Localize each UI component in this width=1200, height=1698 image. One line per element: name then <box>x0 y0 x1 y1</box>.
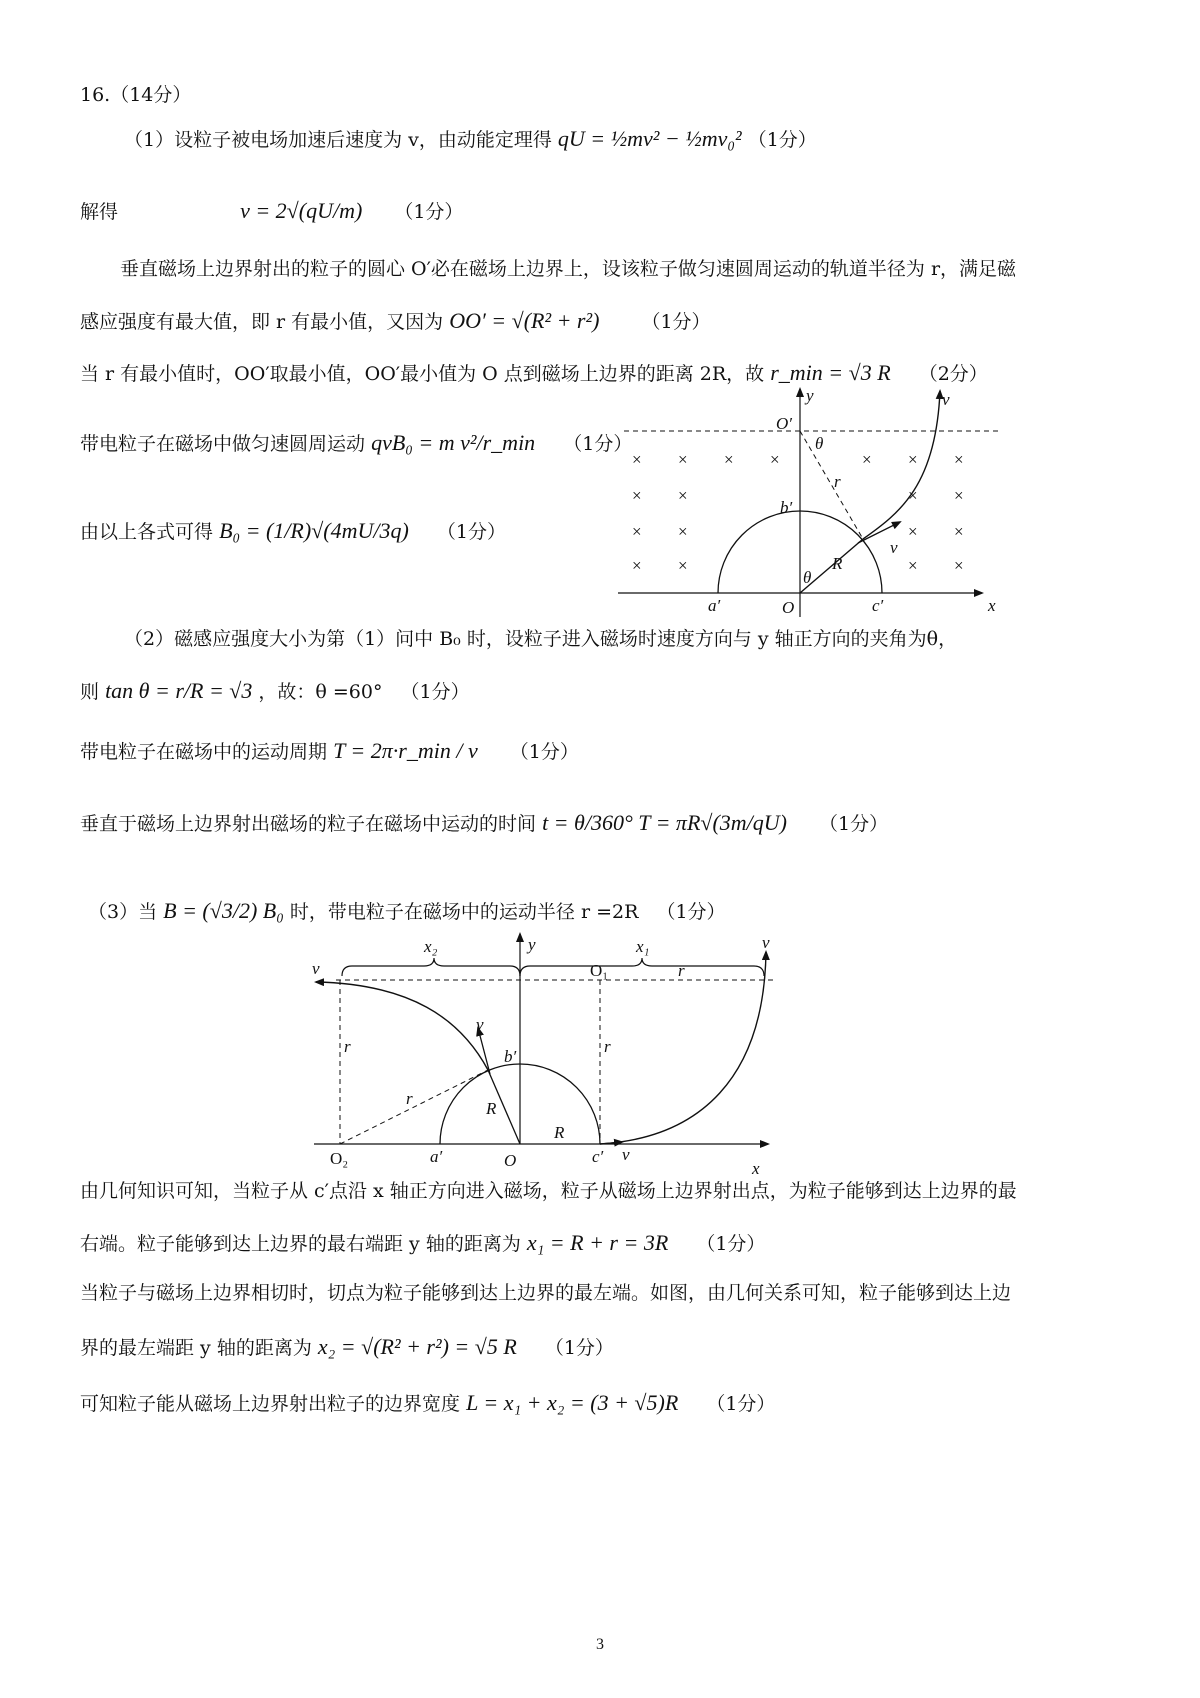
part2-line3 <box>80 738 579 764</box>
label-v-bottom: v <box>622 1145 630 1164</box>
eq-rmin: r_min = √3 R <box>770 360 891 385</box>
part3-line-L <box>80 1390 775 1416</box>
label-a-prime: a′ <box>430 1147 443 1166</box>
label-x1: x₁ <box>636 937 650 956</box>
label-v-mid: v <box>890 538 898 557</box>
field-cross: × <box>678 486 688 505</box>
points-eq6: （1分） <box>436 521 506 543</box>
field-cross: × <box>678 522 688 541</box>
label-y: y <box>528 935 536 954</box>
trajectory-arc <box>863 391 940 539</box>
field-cross: × <box>678 450 688 469</box>
field-cross: × <box>632 450 642 469</box>
label-x2: x₂ <box>424 937 438 956</box>
label-R-horizontal: R <box>554 1123 565 1142</box>
label-o-prime: O′ <box>776 414 792 433</box>
field-cross: × <box>908 556 918 575</box>
label-O: O <box>504 1151 517 1170</box>
field-cross: × <box>954 486 964 505</box>
part3-line-x1 <box>80 1230 765 1256</box>
part1-line6 <box>80 430 632 456</box>
points-eq8: （1分） <box>509 741 579 763</box>
field-crosses <box>632 450 964 575</box>
part3-para1b: 右端。粒子能够到达上边界的最右端距 y 轴的距离为 <box>80 1233 521 1255</box>
points-eq5: （1分） <box>563 433 633 455</box>
brace-x1 <box>520 958 764 976</box>
label-r: r <box>834 472 841 491</box>
velocity-arrow-mid <box>478 1028 490 1074</box>
label-R-slant: R <box>486 1099 497 1118</box>
part1-line5 <box>80 360 988 386</box>
field-cross: × <box>954 556 964 575</box>
label-v-mid: v <box>476 1015 484 1034</box>
label-R: R <box>832 554 843 573</box>
part2-suffix: ，故：θ =60° <box>258 681 383 703</box>
eq-time: t = θ/360° T = πR√(3m/qU) <box>542 810 787 835</box>
label-v-top: v <box>942 390 950 409</box>
label-c-prime: c′ <box>872 596 884 615</box>
eq-oo-prime: OO′ = √(R² + r²) <box>449 308 600 333</box>
field-cross: × <box>908 450 918 469</box>
label-r-right: r <box>604 1037 611 1056</box>
field-cross: × <box>724 450 734 469</box>
points-eq1: （1分） <box>747 129 817 151</box>
points-eq11: （1分） <box>696 1233 766 1255</box>
part3-intro-line <box>88 898 726 924</box>
field-cross: × <box>862 450 872 469</box>
trajectory-right <box>600 952 766 1144</box>
points-eq4: （2分） <box>918 363 988 385</box>
field-cross: × <box>908 486 918 505</box>
part3-para1a: 由几何知识可知，当粒子从 c′点沿 x 轴正方向进入磁场，粒子从磁场上边界射出点，为粒子能够到达上边界的最 <box>80 1180 1017 1202</box>
part1-para3: 当 r 有最小值时，OO′取最小值，OO′最小值为 O 点到磁场上边界的距离 2R，故 <box>80 363 765 385</box>
points-eq9: （1分） <box>819 813 889 835</box>
field-cross: × <box>632 486 642 505</box>
solve-label: 解得 <box>80 201 119 223</box>
part3-para3: 可知粒子能从磁场上边界射出粒子的边界宽度 <box>80 1393 461 1415</box>
part2-line2 <box>80 678 470 704</box>
figure-2-trajectories <box>300 928 800 1178</box>
label-y: y <box>806 386 814 405</box>
field-cross: × <box>632 522 642 541</box>
part2-intro: （2）磁感应强度大小为第（1）问中 B₀ 时，设粒子进入磁场时速度方向与 y 轴正方向的夹角为θ， <box>124 628 958 650</box>
label-theta-top: θ <box>815 434 824 453</box>
label-O: O <box>782 598 795 617</box>
problem-header: 16.（14分） <box>80 84 192 106</box>
label-c-prime: c′ <box>592 1147 604 1166</box>
eq-b-ratio: B = (√3/2) B₀ <box>163 898 284 923</box>
part1-para1: 垂直磁场上边界射出的粒子的圆心 O′必在磁场上边界上，设该粒子做匀速圆周运动的轨道半径为 r，满足磁 <box>120 258 1017 280</box>
label-v-left: v <box>312 959 320 978</box>
part2-line4 <box>80 810 888 836</box>
eq-L: L = x₁ + x₂ = (3 + √5)R <box>466 1390 679 1415</box>
points-eq12: （1分） <box>544 1337 614 1359</box>
field-cross: × <box>954 450 964 469</box>
eq-tan-theta: tan θ = r/R = √3 <box>105 678 253 703</box>
part3-intro-suffix: 时，带电粒子在磁场中的运动半径 r =2R <box>289 901 639 923</box>
part3-line-x2 <box>80 1334 614 1360</box>
eq-velocity: v = 2√(qU/m) <box>240 198 363 223</box>
eq-b0: B₀ = (1/R)√(4mU/3q) <box>219 518 409 543</box>
part1-line4 <box>80 308 711 334</box>
figure-1-magnetic-field <box>610 385 1030 625</box>
trajectory-left <box>316 982 488 1070</box>
label-x: x <box>988 596 996 615</box>
part1-line2 <box>80 198 463 224</box>
label-O1: O₁ <box>590 961 609 980</box>
eq-x2: x₂ = √(R² + r²) = √5 R <box>317 1334 517 1359</box>
points-eq3: （1分） <box>641 311 711 333</box>
part2-time-label: 垂直于磁场上边界射出磁场的粒子在磁场中运动的时间 <box>80 813 537 835</box>
label-r-top: r <box>678 961 685 980</box>
label-b-prime: b′ <box>504 1047 517 1066</box>
page-number: 3 <box>596 1636 604 1653</box>
brace-x2 <box>342 958 520 976</box>
radius-o2-dashed <box>340 1070 488 1144</box>
eq-lorentz: qvB₀ = m v²/r_min <box>371 430 536 455</box>
points-eq7: （1分） <box>400 681 470 703</box>
part1-para4: 带电粒子在磁场中做匀速圆周运动 <box>80 433 366 455</box>
part1-line7 <box>80 518 506 544</box>
label-b-prime: b′ <box>780 498 793 517</box>
part1-intro: （1）设粒子被电场加速后速度为 v，由动能定理得 <box>124 129 552 151</box>
part2-period-label: 带电粒子在磁场中的运动周期 <box>80 741 328 763</box>
points-eq13: （1分） <box>706 1393 776 1415</box>
label-a-prime: a′ <box>708 596 721 615</box>
label-theta-bottom: θ <box>803 568 812 587</box>
field-cross: × <box>908 522 918 541</box>
points-eq10: （1分） <box>656 901 726 923</box>
part2-prefix: 则 <box>80 681 100 703</box>
part3-para2b: 界的最左端距 y 轴的距离为 <box>80 1337 312 1359</box>
field-cross: × <box>770 450 780 469</box>
field-cross: × <box>678 556 688 575</box>
part1-line1 <box>124 126 817 152</box>
label-r-left: r <box>344 1037 351 1056</box>
points-eq2: （1分） <box>394 201 464 223</box>
part1-para2: 感应强度有最大值，即 r 有最小值，又因为 <box>80 311 444 333</box>
label-x: x <box>752 1159 760 1178</box>
field-cross: × <box>632 556 642 575</box>
eq-x1: x₁ = R + r = 3R <box>526 1230 669 1255</box>
eq-period: T = 2π·r_min / v <box>333 738 478 763</box>
label-v-right: v <box>762 933 770 952</box>
part3-para2a: 当粒子与磁场上边界相切时，切点为粒子能够到达上边界的最左端。如图，由几何关系可知，粒子能够到达上边 <box>80 1282 1012 1304</box>
part3-intro: （3）当 <box>88 901 158 923</box>
label-O2: O₂ <box>330 1149 349 1168</box>
part1-para5: 由以上各式可得 <box>80 521 214 543</box>
eq-energy-theorem: qU = ½mv² − ½mv₀² <box>557 126 742 151</box>
field-cross: × <box>954 522 964 541</box>
label-r-mid: r <box>406 1089 413 1108</box>
radius-dashed <box>800 431 863 539</box>
